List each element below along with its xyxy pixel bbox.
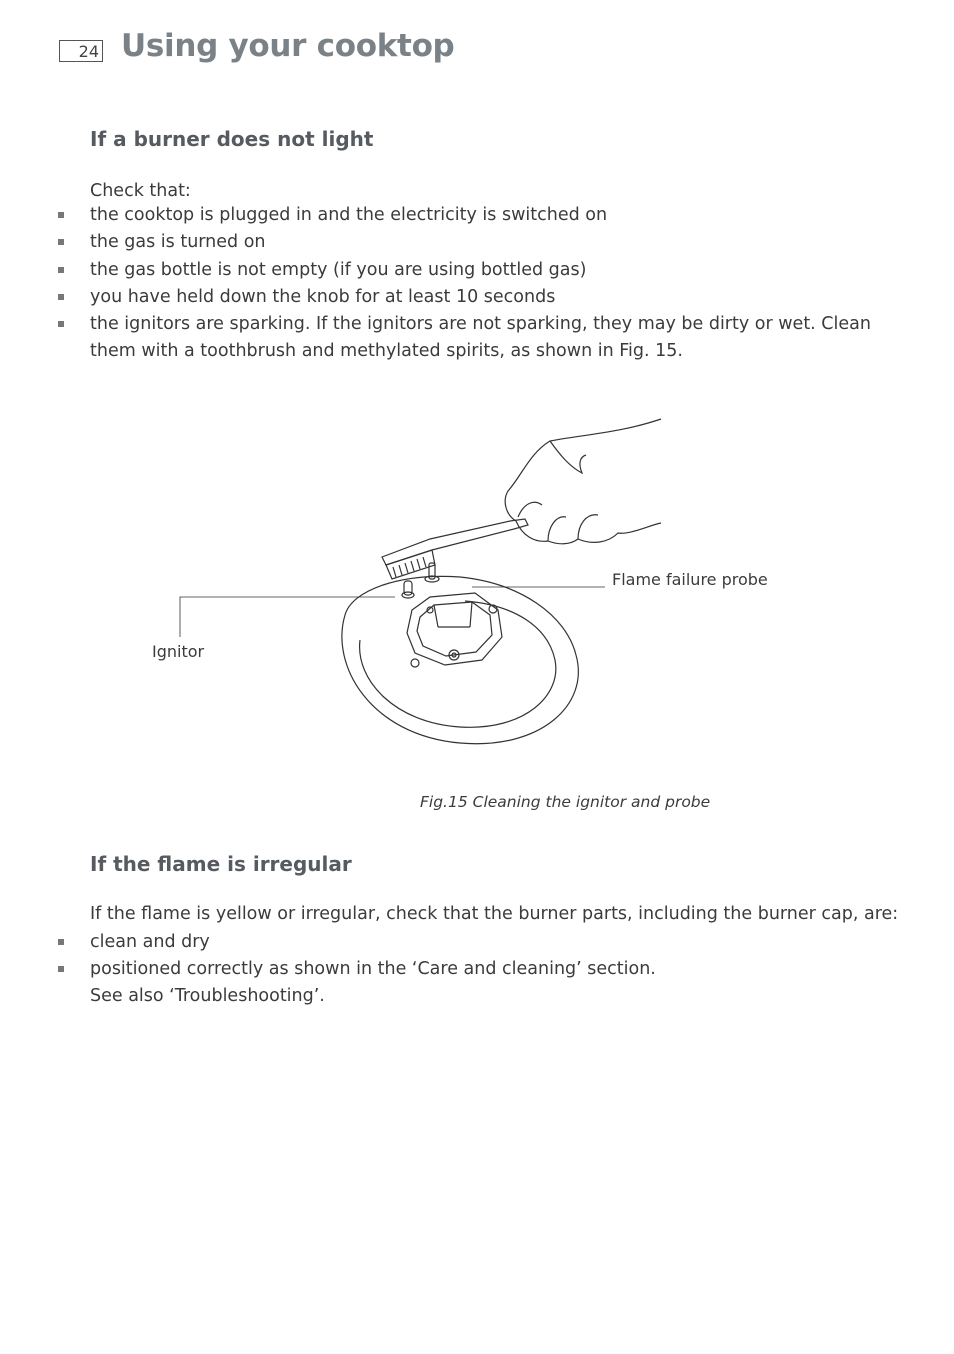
burner-base-outer bbox=[342, 576, 578, 743]
toothbrush-head bbox=[386, 550, 435, 579]
burner-check-list bbox=[0, 202, 900, 366]
probe-label: Flame failure probe bbox=[612, 570, 768, 589]
bullet-icon bbox=[58, 966, 64, 972]
flame-check-list bbox=[0, 929, 900, 984]
section-heading-burner: If a burner does not light bbox=[90, 127, 374, 151]
bullet-icon bbox=[58, 267, 64, 273]
list-item: the cooktop is plugged in and the electricity is switched on bbox=[0, 202, 900, 229]
page-number: 24 bbox=[59, 40, 103, 62]
bullet-icon bbox=[58, 294, 64, 300]
troubleshooting-note: See also ‘Troubleshooting’. bbox=[90, 986, 325, 1006]
burner-cleaning-illustration bbox=[130, 405, 810, 755]
list-item: positioned correctly as shown in the ‘Care and cleaning’ section. bbox=[0, 956, 900, 983]
ignitor-label: Ignitor bbox=[152, 642, 205, 661]
list-item: the gas bottle is not empty (if you are using bottled gas) bbox=[0, 257, 900, 284]
page-title: Using your cooktop bbox=[121, 28, 455, 64]
list-item: you have held down the knob for at least 10 seconds bbox=[0, 284, 900, 311]
check-intro: Check that: bbox=[90, 181, 191, 201]
toothbrush-handle bbox=[382, 519, 528, 565]
list-item: the ignitors are sparking. If the ignitors are not sparking, they may be dirty or wet. Clean them with a toothbrush and methylated spirits, as shown in Fig. 15. bbox=[0, 311, 900, 366]
flame-intro: If the flame is yellow or irregular, check that the burner parts, including the burner cap, are: bbox=[90, 904, 899, 924]
burner-cup-inner bbox=[417, 602, 492, 656]
ignitor bbox=[404, 581, 412, 595]
list-item: clean and dry bbox=[0, 929, 900, 956]
bullet-icon bbox=[58, 321, 64, 327]
bullet-icon bbox=[58, 939, 64, 945]
bullet-icon bbox=[58, 212, 64, 218]
bullet-icon bbox=[58, 239, 64, 245]
section-heading-flame: If the flame is irregular bbox=[90, 852, 352, 876]
burner-base-inner bbox=[360, 601, 556, 727]
list-item: the gas is turned on bbox=[0, 229, 900, 256]
figure-caption: Fig.15 Cleaning the ignitor and probe bbox=[420, 793, 711, 811]
ignitor-leader-line bbox=[180, 597, 395, 637]
